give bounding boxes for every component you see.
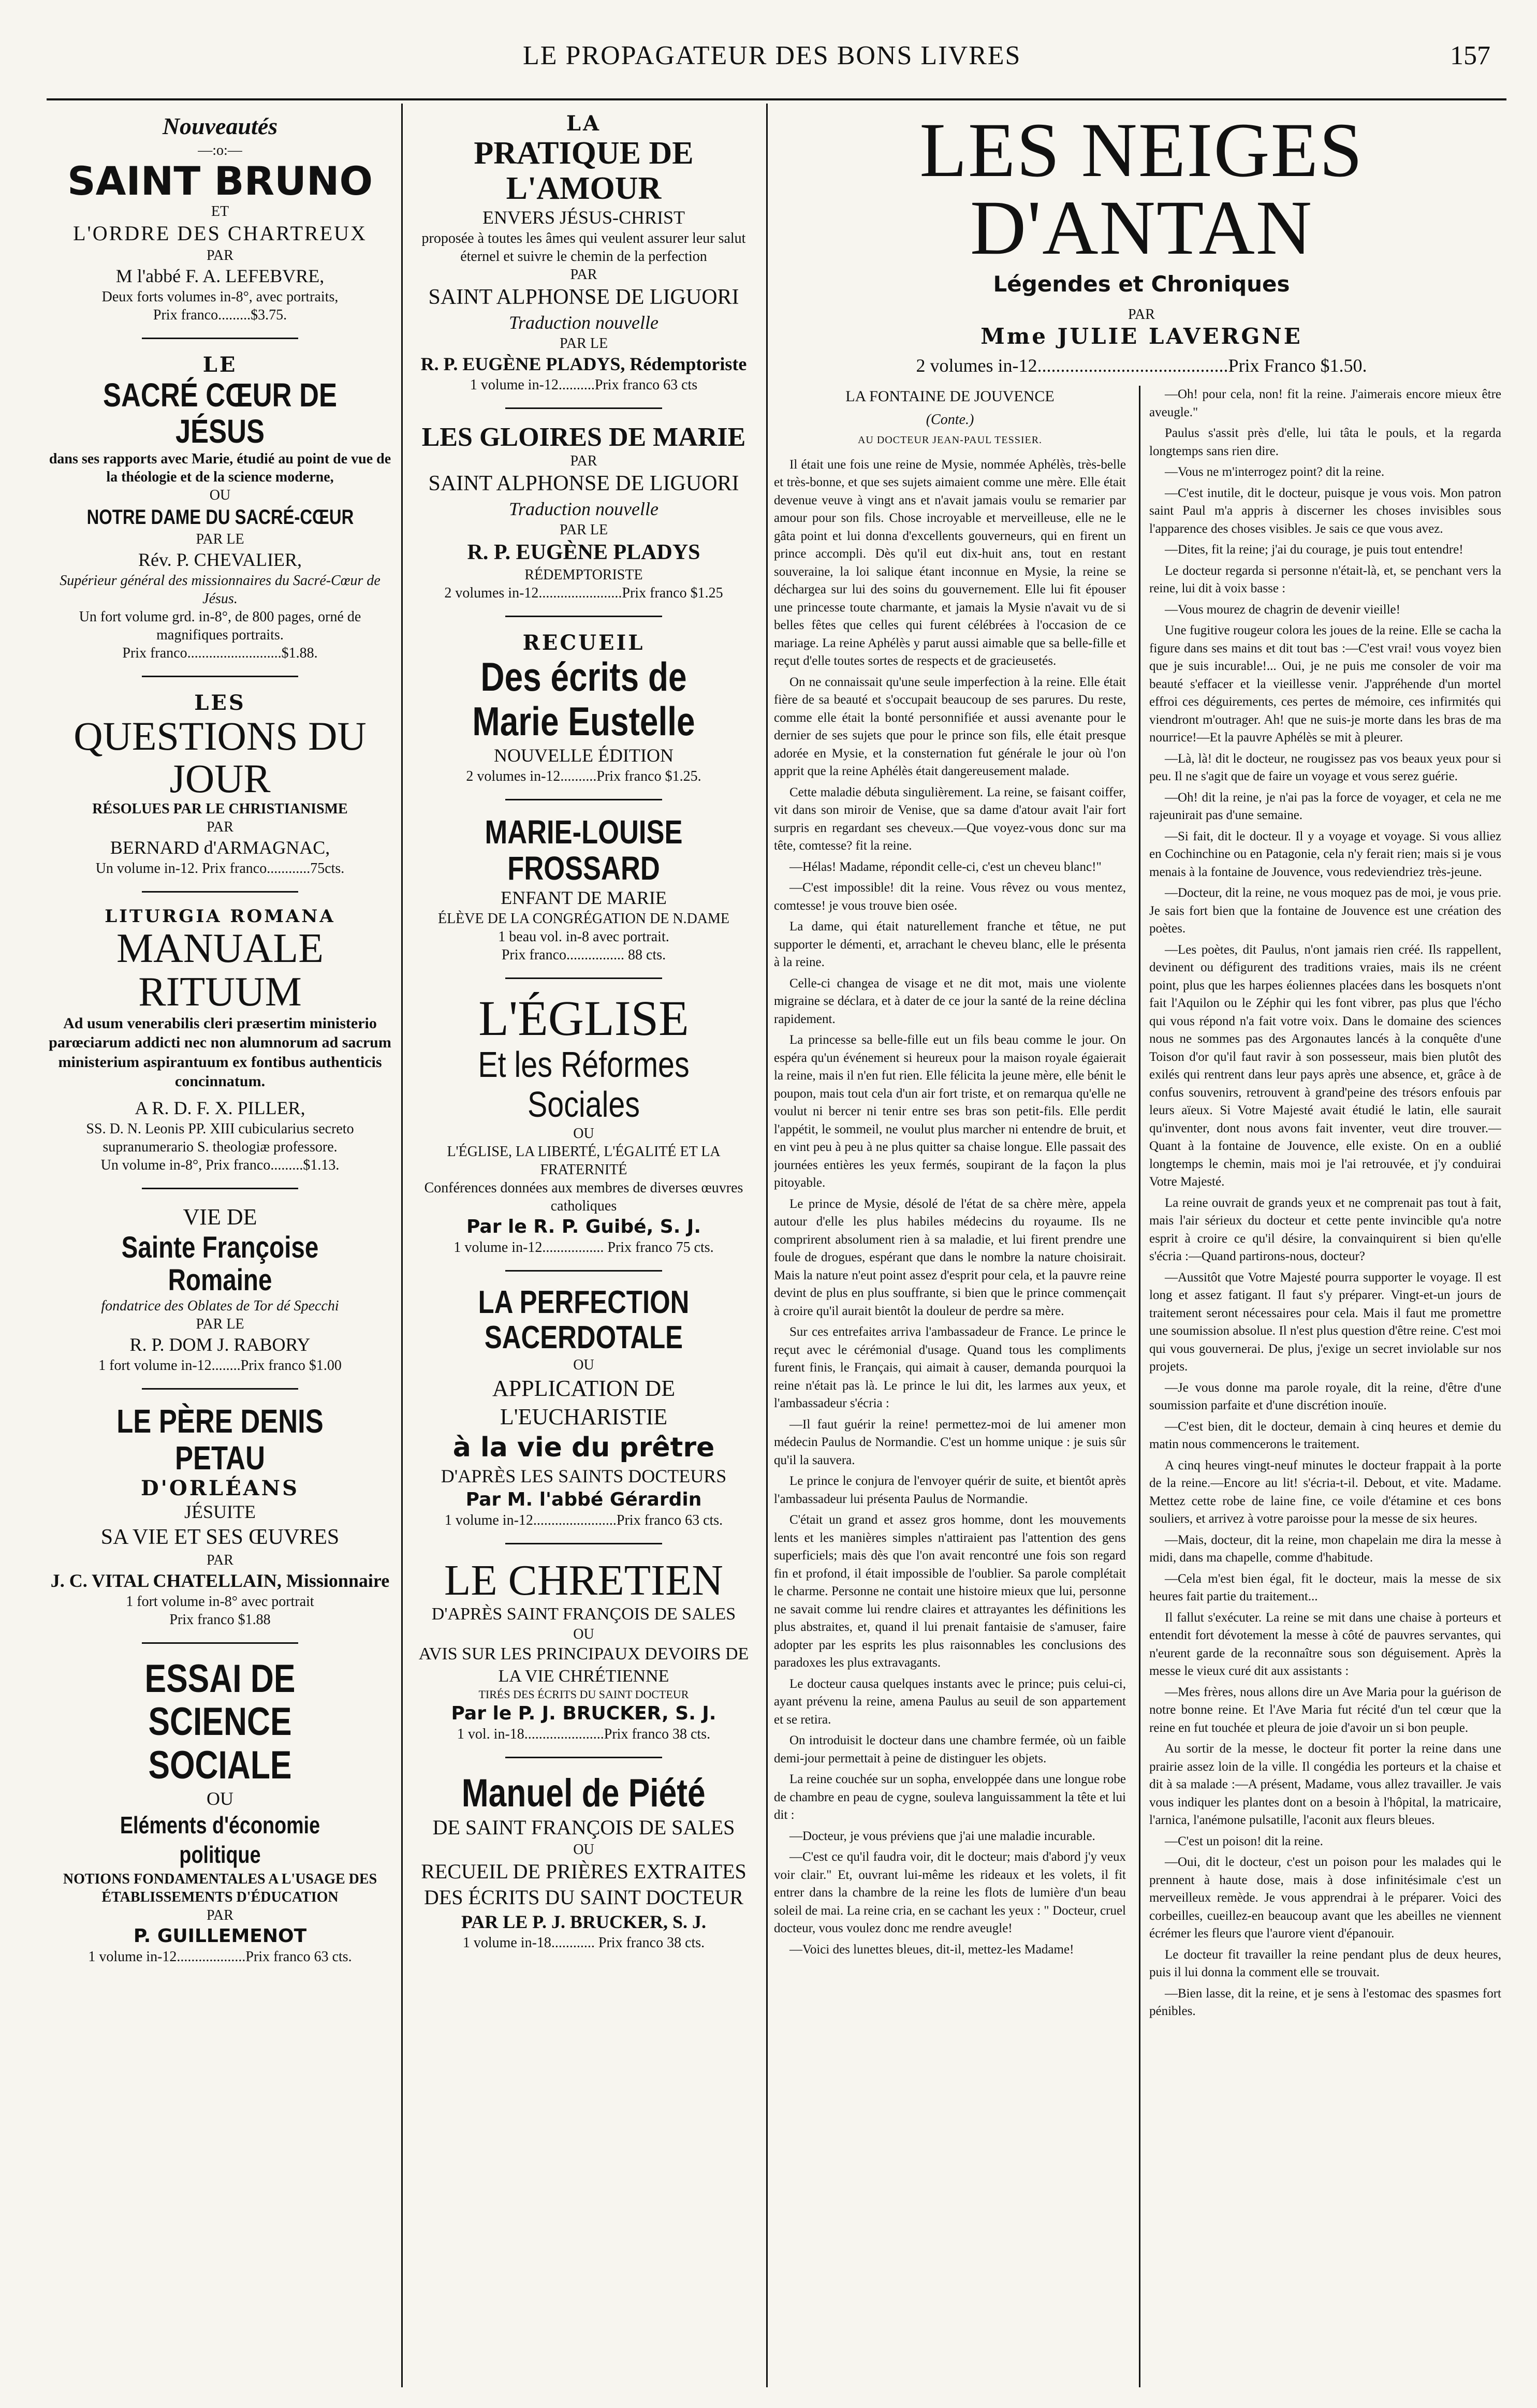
ad-title: ESSAI DE SCIENCE SOCIALE — [144, 1656, 296, 1787]
ad-subtitle-2: ÉLÈVE DE LA CONGRÉGATION DE N.DAME — [437, 911, 730, 927]
separator — [505, 407, 663, 409]
story-paragraph: Cette maladie débuta singulièrement. La reine, se faisant coiffer, vit dans son miroir de Venise, que sa dame d'atour avait l'air fort surpris en regardant ses cheveux.—Que voyez-vous donc sur ma tête, comtesse? fit la reine. — [774, 785, 1126, 853]
ad-description: Ad usum venerabilis cleri præsertim ministerio parœciarum addicti nec non alumnorum ad sacrum ministerium aspirantuum ex fontibus authenticis concinnatum. — [49, 1014, 391, 1090]
ad-author: PAR LE P. J. BRUCKER, S. J. — [461, 1911, 707, 1933]
ad-title-2: Et les Réformes Sociales — [478, 1044, 690, 1125]
separator — [505, 616, 663, 617]
column-divider-1 — [401, 104, 403, 2387]
story-paragraph: On ne connaissait qu'une seule imperfection à la reine. Elle était fière de sa beauté et s'occupait beaucoup de ses parures. Du reste, comme elle était la bonté personnifiée et aussi avenante pour le dernier de ses sujets que pour le prince son fils, elle était presque adorée en Mysie, et la consternation fut générale le jour où l'on apprit que la reine Aphélès était dangereusement malade. — [774, 675, 1126, 779]
ad-par: PAR LE — [196, 1316, 244, 1333]
ad-saint-bruno — [47, 159, 393, 325]
page-header — [0, 36, 1537, 83]
ad-article: LA — [566, 111, 602, 136]
story-paragraph: —C'est un poison! dit la reine. — [1165, 1834, 1323, 1848]
ad-le-chretien — [409, 1558, 758, 1743]
ad-ou: OU — [207, 1788, 233, 1809]
ad-subtitle-2: à la vie du prêtre — [452, 1432, 715, 1463]
ad-title: SAINT BRUNO — [67, 157, 373, 204]
ad-title: Manuel de Piété — [461, 1771, 706, 1815]
ad-perfection-sacerdotale — [409, 1285, 758, 1529]
ad-subtitle: D'APRÈS SAINT FRANÇOIS DE SALES — [431, 1604, 736, 1624]
header-rule — [47, 98, 1506, 100]
story-paragraph: —C'est inutile, dit le docteur, puisque je vous vois. Mon patron saint Paul m'a appris à discerner les choses invisibles sous l'apparence des choses visibles. Je sais ce que vous avez. — [1149, 486, 1501, 536]
ad-article: LES — [194, 690, 246, 715]
ad-volume: 1 volume in-18............ Prix franco 38 cts. — [462, 1935, 705, 1951]
ad-volume: 1 vol. in-18......................Prix franco 38 cts. — [457, 1726, 711, 1742]
story-paragraph: —Oui, dit le docteur, c'est un poison pour les malades qui le prennent à haute dose, mais à dose infinitésimale c'est un merveilleux remède. Je vous apprendrai à le préparer. Voici des corbeilles, cueillez-en beaucoup avant que les abeilles ne viennent écrémer les fleurs que l'aurore vient d'épanouir. — [1149, 1855, 1501, 1940]
separator — [142, 1388, 298, 1390]
ad-pre-title: LITURGIA ROMANA — [105, 906, 335, 927]
story-paragraph: —Oh! pour cela, non! fit la reine. J'aimerais encore mieux être aveugle." — [1149, 387, 1501, 419]
ad-subtitle: APPLICATION DE L'EUCHARISTIE — [492, 1375, 676, 1429]
ad-author: J. C. VITAL CHATELLAIN, Missionnaire — [50, 1570, 390, 1591]
ad-neiges-antan — [774, 107, 1509, 377]
ad-translation: Traduction nouvelle — [509, 498, 658, 519]
ad-description: NOTIONS FONDAMENTALES A L'USAGE DES ÉTABLISSEMENTS D'ÉDUCATION — [63, 1871, 377, 1905]
story-paragraph: A cinq heures vingt-neuf minutes le docteur frappait à la porte de la reine.—Encore au lit! s'écria-t-il. Debout, et vite. Madame. Mettez cette robe de laine fine, ce voile d'étamine et ces bons souliers, et arrivez à votre paroisse pour la messe de six heures. — [1149, 1458, 1501, 1526]
column-1 — [47, 111, 393, 2387]
story-paragraph: La dame, qui était naturellement franche et têtue, ne put supporter le démenti, et, arrachant le cheveu blanc, elle le présenta à la reine. — [774, 920, 1126, 970]
ad-author: Mme JULIE LAVERGNE — [980, 323, 1302, 349]
ad-subtitle: RÉSOLUES PAR LE CHRISTIANISME — [92, 800, 348, 817]
story-paragraph: —Mes frères, nous allons dire un Ave Maria pour la guérison de notre bonne reine. Et l'Ave Maria fut récité d'un tel cœur que la reine en fut touchée et pleura de joie d'avoir un si bon peuple. — [1149, 1685, 1501, 1735]
story-paragraph: —Là, là! dit le docteur, ne rougissez pas vos beaux yeux pour si peu. Il ne s'agit que de faire un voyage et vous serez guérie. — [1149, 751, 1501, 783]
ad-par: PAR LE — [196, 531, 244, 547]
separator — [505, 1757, 663, 1758]
story-paragraph: —Bien lasse, dit la reine, et je sens à l'estomac des spasmes fort pénibles. — [1149, 1986, 1501, 2018]
ad-volume: 1 beau vol. in-8 avec portrait. — [498, 929, 669, 945]
story-paragraph: —Je vous donne ma parole royale, dit la reine, d'être d'une soumission parfaite et d'une discrétion inouïe. — [1149, 1380, 1501, 1412]
ad-title: QUESTIONS DU JOUR — [74, 713, 367, 801]
story-paragraph: Le prince le conjura de l'envoyer quérir de suite, et bientôt après l'ambassadeur lui présenta Paulus de Normandie. — [774, 1474, 1126, 1506]
story-paragraph: —Docteur, dit la reine, ne vous moquez pas de moi, je vous prie. Je sais fort bien que la fontaine de Jouvence est une création des poètes. — [1149, 886, 1501, 936]
story-paragraph: —Cela m'est bien égal, fit le docteur, mais la messe de six heures fait partie du traitement... — [1149, 1571, 1501, 1603]
story-paragraph: La princesse sa belle-fille eut un fils beau comme le jour. On espéra qu'un événement si heureux pour la maison royale égaierait la reine, mais il n'en fut rien. Elle félicita la jeune mère, elle bénit le poupon, mais tout cela d'un air fort triste, et on remarqua qu'elle ne voulut ni bercer ni tenir entre ses bras son petit-fils. Elle perdit l'appétit, le sommeil, ne voulut plus marcher ni entendre de bruit, et en vint peu à peu à ne plus quitter sa chaise longue. Elle passait des journées entières les yeux fermés, soupirant de la façon la plus pitoyable. — [774, 1033, 1126, 1190]
ad-volume: 1 fort volume in-8° avec portrait — [126, 1593, 314, 1610]
ad-francoise-romaine — [47, 1203, 393, 1375]
ad-author: SAINT ALPHONSE DE LIGUORI — [428, 472, 739, 496]
story-paragraph: —C'est impossible! dit la reine. Vous rêvez ou vous mentez, comtesse! je vous trouve bien osée. — [774, 881, 1126, 913]
ad-title: LES NEIGES D'ANTAN — [919, 107, 1364, 271]
story-paragraph: C'était un grand et assez gros homme, dont les mouvements lents et les manières simples n'attiraient pas l'attention des gens superficiels; mais dès que l'on avait rencontré une fois son regard fin et profond, il était impossible de l'oublier. Sa parole complétait le charme. Personne ne contait une histoire mieux que lui, personne ne savait comme lui rendre claires et attrayantes les définitions les plus abstraites, et, quand il lui prenait fantaisie de s'amuser, faire adopter par les esprits les plus raisonnables les conclusions des paradoxes les plus extravagants. — [774, 1513, 1126, 1670]
ad-alt-title: NOTRE DAME DU SACRÉ-CŒUR — [86, 505, 354, 529]
ad-author: Rév. P. CHEVALIER, — [138, 549, 302, 570]
separator — [142, 1642, 298, 1644]
ad-volume: 2 volumes in-12.........................................Prix Franco $1.50. — [916, 355, 1367, 376]
ad-pratique-amour — [409, 111, 758, 394]
ad-volume: 2 volumes in-12.......................Prix franco $1.25 — [444, 585, 723, 602]
story-column-right — [1149, 386, 1501, 2387]
column-2 — [409, 111, 758, 2387]
story-paragraph: Paulus s'assit près d'elle, lui tâta le pouls, et la regarda longtemps sans rien dire. — [1149, 426, 1501, 458]
story-paragraph: Le docteur causa quelques instants avec le prince; puis celui-ci, ayant prévenu la reine, amena Paulus au seuil de son appartement et se retira. — [774, 1676, 1126, 1727]
ad-par: PAR — [207, 819, 233, 835]
separator — [505, 977, 663, 979]
ad-author: Par le P. J. BRUCKER, S. J. — [451, 1702, 716, 1724]
ad-description: Conférences données aux membres de diverses œuvres catholiques — [424, 1180, 743, 1215]
story-column-divider — [1139, 386, 1140, 2387]
ad-author: SAINT ALPHONSE DE LIGUORI — [428, 285, 739, 310]
ad-volume: Un fort volume grd. in-8°, de 800 pages, orné de magnifiques portraits. — [79, 608, 361, 643]
story-paragraph: Au sortir de la messe, le docteur fit porter la reine dans une prairie assez loin de la ville. Il congédia les porteurs et la chaise et dit à sa malade :—A présent, Madame, vous allez travailler. Je vais vous indiquer les plantes dont on a besoin à l'hôpital, la matricaire, l'arnica, l'anémone pulsatille, l'aconit aux fleurs bleues. — [1149, 1742, 1501, 1827]
separator — [142, 676, 298, 677]
ad-manuel-piete — [409, 1772, 758, 1952]
ad-volume: Un volume in-8°, Prix franco.........$1.13. — [100, 1157, 340, 1173]
story-paragraph: —Vous mourez de chagrin de devenir vieille! — [1165, 602, 1400, 617]
ad-description: dans ses rapports avec Marie, étudié au point de vue de la théologie et de la science moderne, — [49, 450, 391, 485]
ad-par: PAR — [570, 453, 597, 470]
ad-author-detail: SS. D. N. Leonis PP. XIII cubicularius secreto supranumerario S. theologiæ professore. — [86, 1120, 354, 1155]
ad-subtitle-2: AVIS SUR LES PRINCIPAUX DEVOIRS DE LA VIE CHRÉTIENNE — [418, 1644, 749, 1686]
ad-title: Sainte Françoise Romaine — [121, 1230, 319, 1297]
ad-ou: OU — [573, 1842, 594, 1858]
ad-manuale-rituum — [47, 906, 393, 1174]
story-genre: (Conte.) — [926, 412, 974, 428]
story-paragraph: Il fallut s'exécuter. La reine se mit dans une chaise à porteurs et entendit fort dévotement la messe à côté de pauvres servantes, qui n'eurent garde de la reconnaître sous son déguisement. Après la messe le vieux curé dit aux assistants : — [1149, 1610, 1501, 1678]
ad-par: PAR — [207, 1552, 233, 1568]
story-paragraph: —Il faut guérir la reine! permettez-moi de lui amener mon médecin Paulus de Normandie. C'est un homme unique : je suis sûr qu'il la sauvera. — [774, 1417, 1126, 1467]
story-paragraph: —Oh! dit la reine, je n'ai pas la force de voyager, et cela ne me rajeunirait pas d'une semaine. — [1149, 790, 1501, 822]
ad-subtitle: D'ORLÉANS — [140, 1476, 300, 1501]
ad-pre-title: VIE DE — [183, 1204, 257, 1230]
ad-title: LES GLOIRES DE MARIE — [421, 422, 746, 452]
ad-volume: 2 volumes in-12..........Prix franco $1.25. — [466, 768, 701, 784]
ad-ou: OU — [573, 1126, 594, 1142]
ad-description: Deux forts volumes in-8°, avec portraits, — [101, 289, 339, 305]
heading-ornament: —:o:— — [198, 142, 242, 158]
ad-par: PAR LE — [559, 335, 608, 352]
ad-marie-louise-frossard — [409, 814, 758, 965]
story-paragraph: —Voici des lunettes bleues, dit-il, mettez-les Madame! — [789, 1942, 1074, 1957]
ad-author: Par le R. P. Guibé, S. J. — [466, 1216, 701, 1238]
separator — [142, 1188, 298, 1189]
ad-edition: NOUVELLE ÉDITION — [494, 745, 674, 766]
separator — [505, 799, 663, 800]
ad-title: Des écrits de Marie Eustelle — [472, 654, 695, 744]
ad-price: Prix franco.........$3.75. — [153, 307, 287, 324]
ad-ou: OU — [209, 487, 231, 503]
ad-conjunction: ET — [211, 203, 229, 220]
story-paragraph: —C'est bien, dit le docteur, demain à cinq heures et demie du matin nous commencerons le traitement. — [1149, 1419, 1501, 1451]
story-paragraph: Il était une fois une reine de Mysie, nommée Aphélès, très-belle et très-bonne, et que ses sujets aimaient comme une mère. Elle était devenue veuve à vingt ans et n'avait jamais voulu se remarier par amour pour son fils. Chose incroyable et merveilleuse, elle ne le gâta point et lui donna d'excellents gouverneurs, qui en firent un prince accompli. Dès qu'il eut dix-huit ans, tout en restant souveraine, la loi salique étant inconnue en Mysie, la reine se déchargea sur lui des soins du gouvernement. Elle lui fit épouser une princesse toute charmante, et jamais la Mysie n'avait vu de si belles fêtes que celles qui furent célébrées à l'occasion de ce mariage. La reine Aphélès y parut aussi aimable que sa belle-fille et reçut d'elle toutes sortes de respects et de gracieusetés. — [774, 457, 1126, 668]
story-paragraph: Le docteur regarda si personne n'était-là, et, se penchant vers la reine, lui dit à voix basse : — [1149, 563, 1501, 595]
ad-author: M l'abbé F. A. LEFEBVRE, — [115, 266, 325, 287]
ad-pre-title: RECUEIL — [522, 631, 645, 655]
ad-sacre-coeur — [47, 353, 393, 662]
story-paragraph: —Dites, fit la reine; j'ai du courage, je puis tout entendre! — [1165, 543, 1463, 557]
ad-subtitle: ENVERS JÉSUS-CHRIST — [482, 207, 685, 228]
ad-volume: 1 volume in-12.......................Prix franco 63 cts. — [444, 1512, 723, 1528]
story-paragraph: —Hélas! Madame, répondit celle-ci, c'est un cheveu blanc!" — [789, 859, 1102, 874]
ad-volume: 1 volume in-12................. Prix franco 75 cts. — [453, 1239, 714, 1256]
ad-translator: R. P. EUGÈNE PLADYS, Rédemptoriste — [420, 353, 747, 374]
ad-title: LE PÈRE DENIS PETAU — [116, 1403, 324, 1477]
story-paragraph: Sur ces entrefaites arriva l'ambassadeur de France. Le prince le reçut avec le cérémonial d'usage. Quand tous les compliments furent finis, le Français, qui aimait à causer, demanda pourquoi la reine n'était pas là. Le prince le lui dit, les larmes aux yeux, et l'ambassadeur s'écria : — [774, 1325, 1126, 1411]
ad-denis-petau — [47, 1403, 393, 1628]
ad-title: LE CHRETIEN — [444, 1556, 723, 1604]
page-number: 157 — [1450, 41, 1490, 70]
ad-author: R. P. DOM J. RABORY — [129, 1334, 311, 1355]
ad-subtitle-3: D'APRÈS LES SAINTS DOCTEURS — [441, 1465, 727, 1486]
ad-par: PAR — [207, 247, 233, 264]
separator — [505, 1270, 663, 1272]
ad-title: MARIE-LOUISE FROSSARD — [485, 813, 683, 887]
story-paragraph: Le docteur fit travailler la reine pendant plus de deux heures, puis il lui donna la comment elle se trouvait. — [1149, 1947, 1501, 1979]
story-column-left — [774, 386, 1126, 2387]
story-paragraph: La reine couchée sur un sopha, enveloppée dans une longue robe de chambre en peau de cygne, souleva languissamment la tête et lui dit : — [774, 1772, 1126, 1822]
ad-par: PAR — [207, 1907, 233, 1923]
ad-subtitle: L'ÉGLISE, LA LIBERTÉ, L'ÉGALITÉ ET LA FRATERNITÉ — [447, 1144, 721, 1178]
ad-title: PRATIQUE DE L'AMOUR — [474, 136, 694, 207]
ad-subtitle: Eléments d'économie politique — [120, 1811, 320, 1869]
story-paragraph: —C'est ce qu'il faudra voir, dit le docteur; mais d'abord j'y veux voir clair." Et, ouvrant lui-même les rideaux et les volets, il fit entrer dans la chambre de la reine les flots de lumière d'un beau soleil de mai. La reine cria, en se cachant les yeux : " Docteur, cruel docteur, vous voulez donc me rendre aveugle! — [774, 1850, 1126, 1936]
running-title: LE PROPAGATEUR DES BONS LIVRES — [523, 41, 1021, 70]
ad-title: SACRÉ CŒUR DE JÉSUS — [103, 376, 337, 450]
ad-article: LE — [202, 353, 238, 377]
ad-price: Prix franco..........................$1.88. — [122, 645, 318, 661]
ad-volume: 1 volume in-12...................Prix franco 63 cts. — [88, 1948, 352, 1965]
ad-price: Prix franco................ 88 cts. — [501, 947, 666, 964]
story-paragraph: Une fugitive rougeur colora les joues de la reine. Elle se cacha la figure dans ses mains et dit tout bas :—C'est vrai! vous voyez bien que je suis incurable!... Oui, je ne puis me consoler de voir ma beauté s'effacer et la vieillesse venir. J'appréhende d'un mortel effroi ces déguirements, ces pertes de mémoire, ces infirmités qui viendront m'outrager. Ah! que ne suis-je morte dans les bras de ma nourrice!—Et la pauvre Aphélès se mit à pleurer. — [1149, 623, 1501, 745]
separator — [142, 891, 298, 893]
ad-description: fondatrice des Oblates de Tor dé Specchi — [101, 1298, 339, 1315]
ad-title: L'ÉGLISE — [478, 990, 689, 1046]
ad-price: Prix franco $1.88 — [169, 1611, 271, 1628]
ad-author: Par M. l'abbé Gérardin — [465, 1488, 702, 1510]
ad-volume: 1 fort volume in-12........Prix franco $1.00 — [98, 1358, 342, 1374]
story-paragraph: Le prince de Mysie, désolé de l'état de sa chère mère, appela autour d'elle les plus habiles médecins du royaume. Ils ne comprirent absolument rien à sa maladie, et lui firent prendre une foule de drogues, espérant que dans le nombre la nature choisirait. Mais la nature n'eut point assez d'esprit pour cela, et la pauvre reine devint de plus en plus souffrante, si bien que le prince commençait à croire qu'il aurait bientôt la douleur de perdre sa mère. — [774, 1196, 1126, 1318]
story-fontaine-jouvence — [774, 386, 1509, 2387]
ad-title: MANUALE RITUUM — [116, 925, 324, 1015]
story-paragraph: —Si fait, dit le docteur. Il y a voyage et voyage. Si vous alliez en Cochinchine ou en Patagonie, cela n'y ferait rien; mais si je vous menais à la fontaine de Jouvence, vous redeviendriez très-jeune. — [1149, 829, 1501, 879]
story-paragraph: —Aussitôt que Votre Majesté pourra supporter le voyage. Il est long et assez fatigant. Il faut s'y préparer. Vingt-et-un jours de traitement seront nécessaires pour cela. Mais il faut me promettre une soumission absolue. Il n'est plus question d'être reine. C'est moi qui vous gouvernerai. De plus, j'exige un secret inviolable sur nos projets. — [1149, 1270, 1501, 1374]
story-paragraph: —Vous ne m'interrogez point? dit la reine. — [1165, 465, 1385, 479]
ad-subtitle-2: SA VIE ET SES ŒUVRES — [100, 1525, 340, 1550]
ad-subtitle: ENFANT DE MARIE — [501, 887, 667, 909]
story-paragraph: —Mais, docteur, dit la reine, mon chapelain me dira la messe à midi, dans ma chapelle, comme d'habitude. — [1149, 1533, 1501, 1565]
ad-questions-du-jour — [47, 691, 393, 878]
story-paragraph: —Les poètes, dit Paulus, n'ont jamais rien créé. Ils rappellent, devinent ou défigurent des traditions vraies, mais ils ne créent point, plus que les harpes éoliennes placées dans les bosquets n'ont fait l'Aquilon ou le Zéphir qui les font vibrer, pas plus que l'écho qui vous répond n'a fait votre voix. Dans le domaine des sciences nous ne sommes pas des Argonautes lancés à la conquête d'une Toison d'or qu'il faut ravir à son possesseur, mais bien plutôt des exilés qui rentrent dans leur pays après une absence, et, grâce à de confus souvenirs, retrouvent à grand'peine des trésors enfouis par leurs aïeux. Si Votre Majesté avait étudié le latin, elle saurait qu'inventer, dont nous avons fait inventer, veut dire trouver.—Quant à la fontaine de Jouvence, elle existe. On en a oublié longtemps le chemin, mais moi je l'ai retrouvée, et j'y conduirai Votre Majesté. — [1149, 942, 1501, 1189]
ad-translator-role: RÉDEMPTORISTE — [524, 567, 643, 583]
story-paragraph: On introduisit le docteur dans une chambre fermée, où un faible demi-jour permettait à peine de distinguer les objets. — [774, 1733, 1126, 1765]
ad-subtitle: Légendes et Chroniques — [993, 271, 1290, 297]
ad-volume: Un volume in-12. Prix franco............75cts. — [95, 860, 345, 877]
separator — [505, 1543, 663, 1544]
ad-essai-science-sociale — [47, 1657, 393, 1966]
ad-translation: Traduction nouvelle — [509, 312, 658, 333]
ad-ou: OU — [573, 1626, 594, 1643]
separator — [142, 338, 298, 339]
ad-title: LA PERFECTION SACERDOTALE — [478, 1285, 690, 1356]
ad-subtitle: DE SAINT FRANÇOIS DE SALES — [432, 1816, 735, 1840]
ad-volume: 1 volume in-12..........Prix franco 63 cts — [470, 376, 698, 393]
ad-par: PAR LE — [559, 521, 608, 538]
ad-subtitle-2: RECUEIL DE PRIÈRES EXTRAITES DES ÉCRITS DU SAINT DOCTEUR — [421, 1860, 746, 1909]
ad-gloires-marie — [409, 422, 758, 602]
nouveautes-heading: Nouveautés — [162, 113, 278, 139]
ad-marie-eustelle — [409, 631, 758, 785]
ad-description: TIRÉS DES ÉCRITS DU SAINT DOCTEUR — [478, 1688, 689, 1701]
ad-ou: OU — [573, 1356, 594, 1373]
ad-author: BERNARD d'ARMAGNAC, — [110, 837, 330, 858]
story-paragraph: Celle-ci changea de visage et ne dit mot, mais une violente migraine se déclara, et à dater de ce jour la santé de la reine déclina rapidement. — [774, 976, 1126, 1026]
ad-par: PAR — [570, 267, 597, 283]
ad-author: A R. D. F. X. PILLER, — [135, 1097, 305, 1118]
ad-description: proposée à toutes les âmes qui veulent assurer leur salut éternel et suivre le chemin de la perfection — [421, 230, 746, 265]
ad-eglise-reformes — [409, 990, 758, 1257]
ad-author-role: Supérieur général des missionnaires du Sacré-Cœur de Jésus. — [60, 572, 380, 607]
ad-author: P. GUILLEMENOT — [133, 1925, 307, 1947]
story-dedication: AU DOCTEUR JEAN-PAUL TESSIER. — [857, 434, 1043, 446]
column-divider-2 — [766, 104, 768, 2387]
story-title: LA FONTAINE DE JOUVENCE — [845, 388, 1055, 405]
ad-order: JÉSUITE — [184, 1501, 256, 1523]
ad-subtitle: L'ORDRE DES CHARTREUX — [73, 222, 367, 245]
story-paragraph: La reine ouvrait de grands yeux et ne comprenait pas tout à fait, mais l'air sérieux du docteur et cette pente invincible qu'a notre esprit à croire ce qu'il désire, la convainquirent si bien qu'elle s'écria :—Quand partirons-nous, docteur? — [1149, 1195, 1501, 1263]
story-paragraph: —Docteur, je vous préviens que j'ai une maladie incurable. — [789, 1829, 1095, 1843]
ad-translator: R. P. EUGÈNE PLADYS — [467, 540, 700, 564]
ad-par: PAR — [1128, 306, 1155, 323]
